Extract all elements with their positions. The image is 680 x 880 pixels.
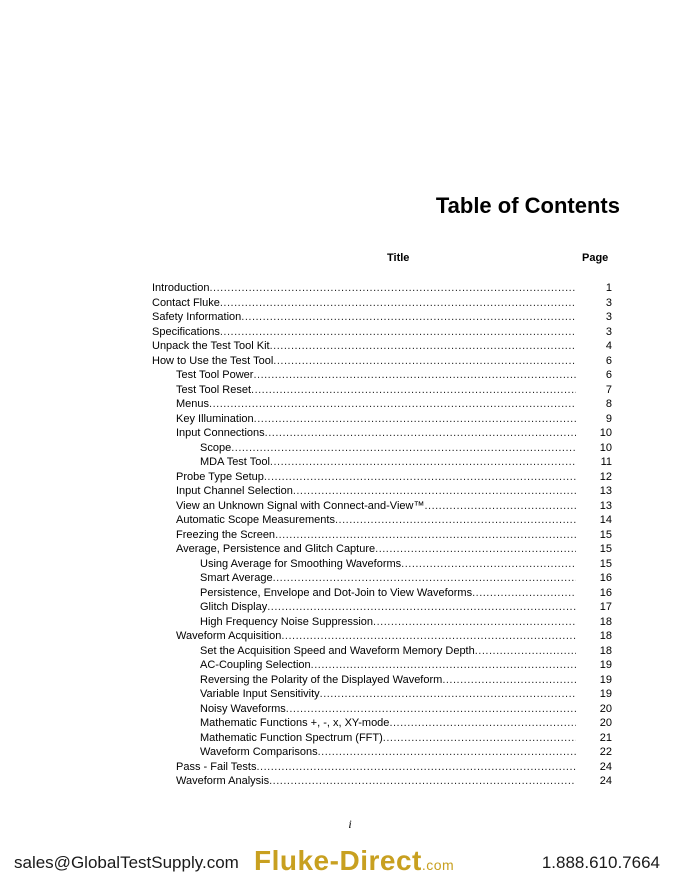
dot-leader: [253, 368, 576, 383]
toc-entry-title: [152, 644, 576, 659]
toc-entry-label: Unpack the Test Tool Kit: [152, 340, 270, 352]
toc-entry[interactable]: [152, 455, 612, 470]
toc-entry-label: Input Connections: [176, 427, 265, 439]
dot-leader: [270, 339, 576, 354]
dot-leader: [442, 673, 576, 688]
brand-separator: -: [329, 845, 340, 876]
toc-entry-page: 17: [599, 601, 612, 613]
toc-entry[interactable]: [152, 513, 612, 528]
toc-entry-label: Freezing the Screen: [176, 528, 276, 541]
toc-entry-title: [152, 484, 576, 499]
toc-entry-page: 14: [599, 514, 612, 526]
brand-name-left: Fluke: [254, 845, 330, 876]
toc-entry-title: [152, 571, 576, 586]
toc-entry[interactable]: [152, 412, 612, 427]
dot-leader: [273, 354, 576, 369]
brand-tld: .com: [421, 857, 455, 873]
toc-entry-page: 15: [599, 543, 612, 555]
dot-leader: [273, 571, 576, 586]
toc-entry[interactable]: [152, 383, 612, 398]
toc-entry[interactable]: [152, 760, 612, 775]
toc-entry-title: [152, 716, 576, 731]
toc-entry[interactable]: [152, 484, 612, 499]
toc-entry-page: 10: [599, 441, 612, 454]
toc-entry-page: 15: [599, 528, 612, 541]
toc-entry-title: [152, 673, 576, 688]
toc-entry-label: Set the Acquisition Speed and Waveform Memory Depth: [200, 644, 475, 657]
toc-entry-title: [152, 542, 576, 557]
toc-entry-title: [152, 310, 576, 325]
toc-entry-page: 9: [605, 412, 612, 425]
toc-entry-title: [152, 658, 576, 673]
toc-entry[interactable]: [152, 658, 612, 673]
toc-entry-page: 7: [605, 383, 612, 396]
toc-entry-title: [152, 441, 576, 456]
brand-name-right: Direct: [339, 845, 422, 876]
dot-leader: [220, 325, 576, 340]
toc-entry[interactable]: [152, 615, 612, 630]
toc-entry-page: 18: [599, 630, 612, 642]
toc-entry-label: Smart Average: [200, 572, 273, 584]
toc-entry[interactable]: [152, 325, 612, 340]
toc-entry-title: [152, 745, 576, 760]
title-column-header: Title: [387, 252, 410, 264]
toc-entry-title: [152, 687, 576, 702]
toc-entry-label: MDA Test Tool: [200, 456, 270, 468]
toc-entry[interactable]: [152, 441, 612, 456]
toc-entry-page: 13: [599, 499, 612, 512]
toc-entry-label: Test Tool Power: [176, 369, 254, 381]
toc-entry-page: 6: [605, 369, 612, 381]
footer-banner: [0, 845, 680, 880]
toc-entry[interactable]: [152, 354, 612, 369]
toc-entry-page: 19: [599, 688, 612, 700]
dot-leader: [254, 412, 576, 427]
dot-leader: [475, 644, 576, 659]
toc-entry-label: Key Illumination: [176, 412, 254, 425]
toc-entry-page: 15: [599, 557, 612, 570]
toc-entry-page: 11: [600, 456, 612, 468]
table-of-contents: [152, 281, 612, 789]
toc-entry-label: Waveform Acquisition: [176, 630, 282, 642]
footer-email[interactable]: sales@GlobalTestSupply.com: [14, 853, 239, 872]
toc-entry-page: 8: [605, 398, 612, 410]
toc-entry-title: [152, 557, 576, 572]
dot-leader: [220, 296, 576, 311]
toc-entry-title: [152, 586, 576, 601]
toc-entry-page: 22: [599, 746, 612, 758]
toc-entry-title: [152, 412, 576, 427]
toc-entry-title: [152, 731, 576, 746]
toc-entry[interactable]: [152, 296, 612, 311]
toc-entry[interactable]: [152, 281, 612, 296]
toc-entry-label: Variable Input Sensitivity: [200, 688, 320, 700]
toc-entry[interactable]: [152, 339, 612, 354]
toc-entry[interactable]: [152, 426, 612, 441]
toc-entry-title: [152, 455, 576, 470]
toc-entry-title: [152, 499, 576, 514]
toc-entry-page: 3: [605, 325, 612, 338]
toc-entry-label: Mathematic Functions +, -, x, XY-mode: [200, 717, 390, 729]
toc-entry-title: [152, 426, 576, 441]
dot-leader: [424, 499, 576, 514]
toc-entry[interactable]: [152, 629, 612, 644]
toc-entry-label: Input Channel Selection: [176, 485, 293, 497]
toc-entry-page: 20: [599, 702, 612, 715]
dot-leader: [293, 484, 576, 499]
footer-phone[interactable]: 1.888.610.7664: [541, 853, 660, 872]
toc-entry[interactable]: [152, 528, 612, 543]
toc-entry[interactable]: [152, 644, 612, 659]
dot-leader: [311, 658, 576, 673]
toc-entry[interactable]: [152, 774, 612, 789]
toc-entry-page: 13: [599, 485, 612, 497]
dot-leader: [264, 470, 576, 485]
toc-entry-title: [152, 281, 576, 296]
toc-entry-title: [152, 325, 576, 340]
toc-entry-page: 3: [605, 296, 612, 309]
toc-entry[interactable]: [152, 687, 612, 702]
dot-leader: [373, 615, 576, 630]
dot-leader: [281, 629, 576, 644]
toc-entry-label: Safety Information: [152, 311, 242, 323]
toc-entry-label: Noisy Waveforms: [200, 702, 286, 715]
toc-entry-page: 10: [599, 427, 612, 439]
toc-entry-title: [152, 339, 576, 354]
toc-entry-label: Test Tool Reset: [176, 383, 252, 396]
toc-entry-page: 24: [599, 775, 612, 787]
dot-leader: [375, 542, 576, 557]
brand-logo[interactable]: [254, 845, 454, 877]
toc-entry-label: How to Use the Test Tool: [152, 354, 274, 367]
toc-entry-page: 3: [605, 311, 612, 323]
toc-entry[interactable]: [152, 310, 612, 325]
toc-entry-label: Glitch Display: [200, 601, 268, 613]
dot-leader: [401, 557, 576, 572]
toc-entry[interactable]: [152, 673, 612, 688]
dot-leader: [389, 716, 576, 731]
toc-entry-title: [152, 760, 576, 775]
toc-entry[interactable]: [152, 716, 612, 731]
toc-entry-title: [152, 470, 576, 485]
toc-entry-page: 19: [599, 673, 612, 686]
dot-leader: [320, 687, 576, 702]
dot-leader: [209, 281, 576, 296]
toc-entry-title: [152, 296, 576, 311]
toc-entry[interactable]: [152, 470, 612, 485]
toc-entry[interactable]: [152, 745, 612, 760]
toc-entry-page: 19: [599, 659, 612, 671]
toc-entry[interactable]: [152, 499, 612, 514]
toc-entry[interactable]: [152, 557, 612, 572]
toc-entry[interactable]: [152, 586, 612, 601]
toc-entry[interactable]: [152, 731, 612, 746]
dot-leader: [257, 760, 577, 775]
dot-leader: [241, 310, 576, 325]
dot-leader: [383, 731, 576, 746]
toc-entry-label: Average, Persistence and Glitch Capture: [176, 543, 376, 555]
dot-leader: [269, 774, 576, 789]
toc-entry-label: View an Unknown Signal with Connect-and-View™: [176, 499, 425, 512]
dot-leader: [267, 600, 576, 615]
dot-leader: [270, 455, 576, 470]
toc-entry[interactable]: [152, 542, 612, 557]
toc-entry-title: [152, 397, 576, 412]
toc-entry-page: 1: [605, 282, 612, 294]
toc-entry-title: [152, 368, 576, 383]
toc-entry[interactable]: [152, 702, 612, 717]
toc-entry-page: 4: [605, 340, 612, 352]
toc-entry-label: Probe Type Setup: [176, 470, 264, 483]
toc-entry-title: [152, 702, 576, 717]
toc-entry-page: 12: [599, 470, 612, 483]
page-column-header: Page: [582, 252, 609, 264]
toc-entry-label: Contact Fluke: [152, 296, 220, 309]
toc-entry-title: [152, 774, 576, 789]
toc-entry-page: 16: [599, 586, 612, 599]
toc-entry-label: Persistence, Envelope and Dot-Join to View Waveforms: [200, 586, 473, 599]
toc-entry-page: 21: [599, 731, 612, 744]
toc-entry-label: Waveform Comparisons: [200, 746, 318, 758]
toc-entry-page: 20: [599, 717, 612, 729]
page-title: Table of Contents: [435, 193, 620, 218]
toc-entry[interactable]: [152, 368, 612, 383]
toc-entry-label: Menus: [176, 398, 210, 410]
dot-leader: [318, 745, 576, 760]
dot-leader: [209, 397, 576, 412]
toc-entry-title: [152, 615, 576, 630]
dot-leader: [251, 383, 576, 398]
dot-leader: [335, 513, 576, 528]
toc-entry[interactable]: [152, 397, 612, 412]
toc-entry-title: [152, 513, 576, 528]
toc-entry-title: [152, 354, 576, 369]
dot-leader: [275, 528, 576, 543]
toc-entry-title: [152, 629, 576, 644]
toc-entry-label: AC-Coupling Selection: [200, 659, 311, 671]
toc-entry-title: [152, 600, 576, 615]
toc-entry[interactable]: [152, 600, 612, 615]
dot-leader: [231, 441, 576, 456]
page-number: i: [348, 817, 352, 831]
toc-entry-label: Reversing the Polarity of the Displayed Waveform: [200, 673, 443, 686]
toc-entry-page: 6: [605, 354, 612, 367]
toc-entry-page: 16: [599, 572, 612, 584]
toc-entry-label: Specifications: [152, 325, 220, 338]
toc-entry-label: Pass - Fail Tests: [176, 760, 257, 773]
toc-entry-page: 18: [599, 615, 612, 628]
toc-entry-label: Using Average for Smoothing Waveforms: [200, 557, 402, 570]
toc-entry-title: [152, 528, 576, 543]
dot-leader: [265, 426, 576, 441]
dot-leader: [472, 586, 576, 601]
toc-entry-title: [152, 383, 576, 398]
toc-entry-label: High Frequency Noise Suppression: [200, 615, 374, 628]
toc-entry-label: Automatic Scope Measurements: [176, 514, 335, 526]
toc-entry-label: Mathematic Function Spectrum (FFT): [200, 731, 383, 744]
toc-entry-page: 18: [599, 644, 612, 657]
toc-entry-label: Introduction: [152, 282, 210, 294]
toc-entry-page: 24: [599, 760, 612, 773]
toc-entry-label: Waveform Analysis: [176, 775, 270, 787]
dot-leader: [286, 702, 576, 717]
toc-entry-label: Scope: [200, 441, 232, 454]
toc-entry[interactable]: [152, 571, 612, 586]
